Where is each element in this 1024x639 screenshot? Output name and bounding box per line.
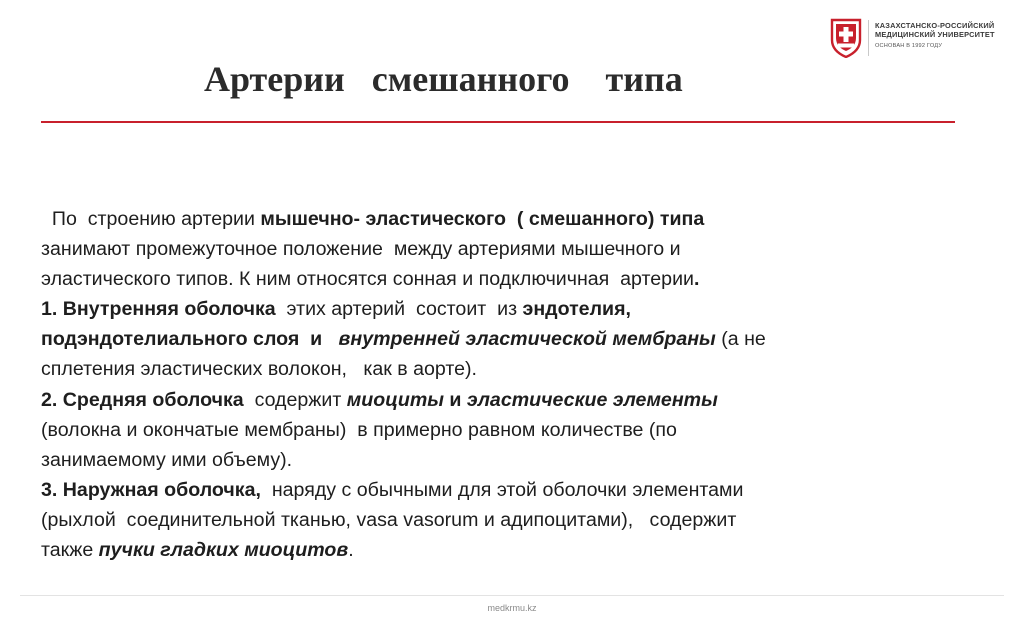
body-line-9: занимаемому ими объему). (41, 448, 293, 471)
text-run: . (348, 539, 354, 562)
university-logo (829, 18, 1019, 62)
footer-site-link[interactable]: medkrmu.kz (487, 603, 537, 613)
text-run-bold: подэндотелиального слоя и (41, 328, 339, 351)
text-run: содержит (243, 388, 347, 411)
body-line-4 (41, 294, 941, 324)
body-line-7 (41, 385, 941, 415)
body-text (41, 204, 941, 565)
text-run-bold-italic: внутренней эластической мембраны (338, 328, 716, 351)
body-line-12 (41, 535, 941, 565)
logo-university-name-line2: МЕДИЦИНСКИЙ УНИВЕРСИТЕТ (875, 30, 995, 39)
body-line-5 (41, 324, 941, 354)
body-line-1 (41, 204, 941, 234)
body-line-11: (рыхлой соединительной тканью, vasa vasorum и адипоцитами), содержит (41, 508, 737, 531)
body-line-6: сплетения эластических волокон, как в аорте). (41, 358, 477, 381)
text-run-bold: мышечно- эластического ( смешанного) типа (260, 208, 705, 230)
body-line-8: (волокна и окончатые мембраны) в примерно равном количестве (по (41, 418, 677, 441)
text-run-bold: и (443, 388, 467, 411)
text-run-bold-italic: эластические элементы (466, 388, 718, 411)
logo-university-name-line1: КАЗАХСТАНСКО-РОССИЙСКИЙ (875, 21, 995, 30)
logo-divider (868, 20, 869, 56)
text-run-bold-italic: миоциты (346, 388, 444, 411)
text-run: наряду с обычными для этой оболочки элементами (260, 478, 744, 501)
logo-founded-line: ОСНОВАН В 1992 ГОДУ (875, 43, 943, 49)
title-underline (41, 121, 955, 123)
body-line-3 (41, 264, 941, 294)
body-line-10 (41, 475, 941, 505)
footer-divider (20, 595, 1004, 596)
text-run-bold: эндотелия, (522, 298, 631, 321)
text-run: эластического типов. К ним относятся сонная и подключичная артерии (41, 268, 694, 291)
slide-title: Артерии смешанного типа (204, 59, 683, 99)
text-run: (а не (715, 328, 766, 351)
text-run-bold: 1. Внутренняя оболочка (41, 298, 276, 321)
text-run: этих артерий состоит из (275, 298, 523, 321)
text-run-bold: 2. Средняя оболочка (41, 388, 244, 411)
text-run-bold: . (693, 268, 700, 291)
text-run-bold: 3. Наружная оболочка, (41, 478, 261, 501)
text-run: По строению артерии (41, 208, 261, 230)
shield-icon (829, 18, 863, 58)
body-line-2: занимают промежуточное положение между артериями мышечного и (41, 238, 681, 261)
text-run: также (41, 539, 99, 562)
logo-text (875, 21, 1024, 49)
text-run-bold-italic: пучки гладких миоцитов (98, 539, 349, 562)
